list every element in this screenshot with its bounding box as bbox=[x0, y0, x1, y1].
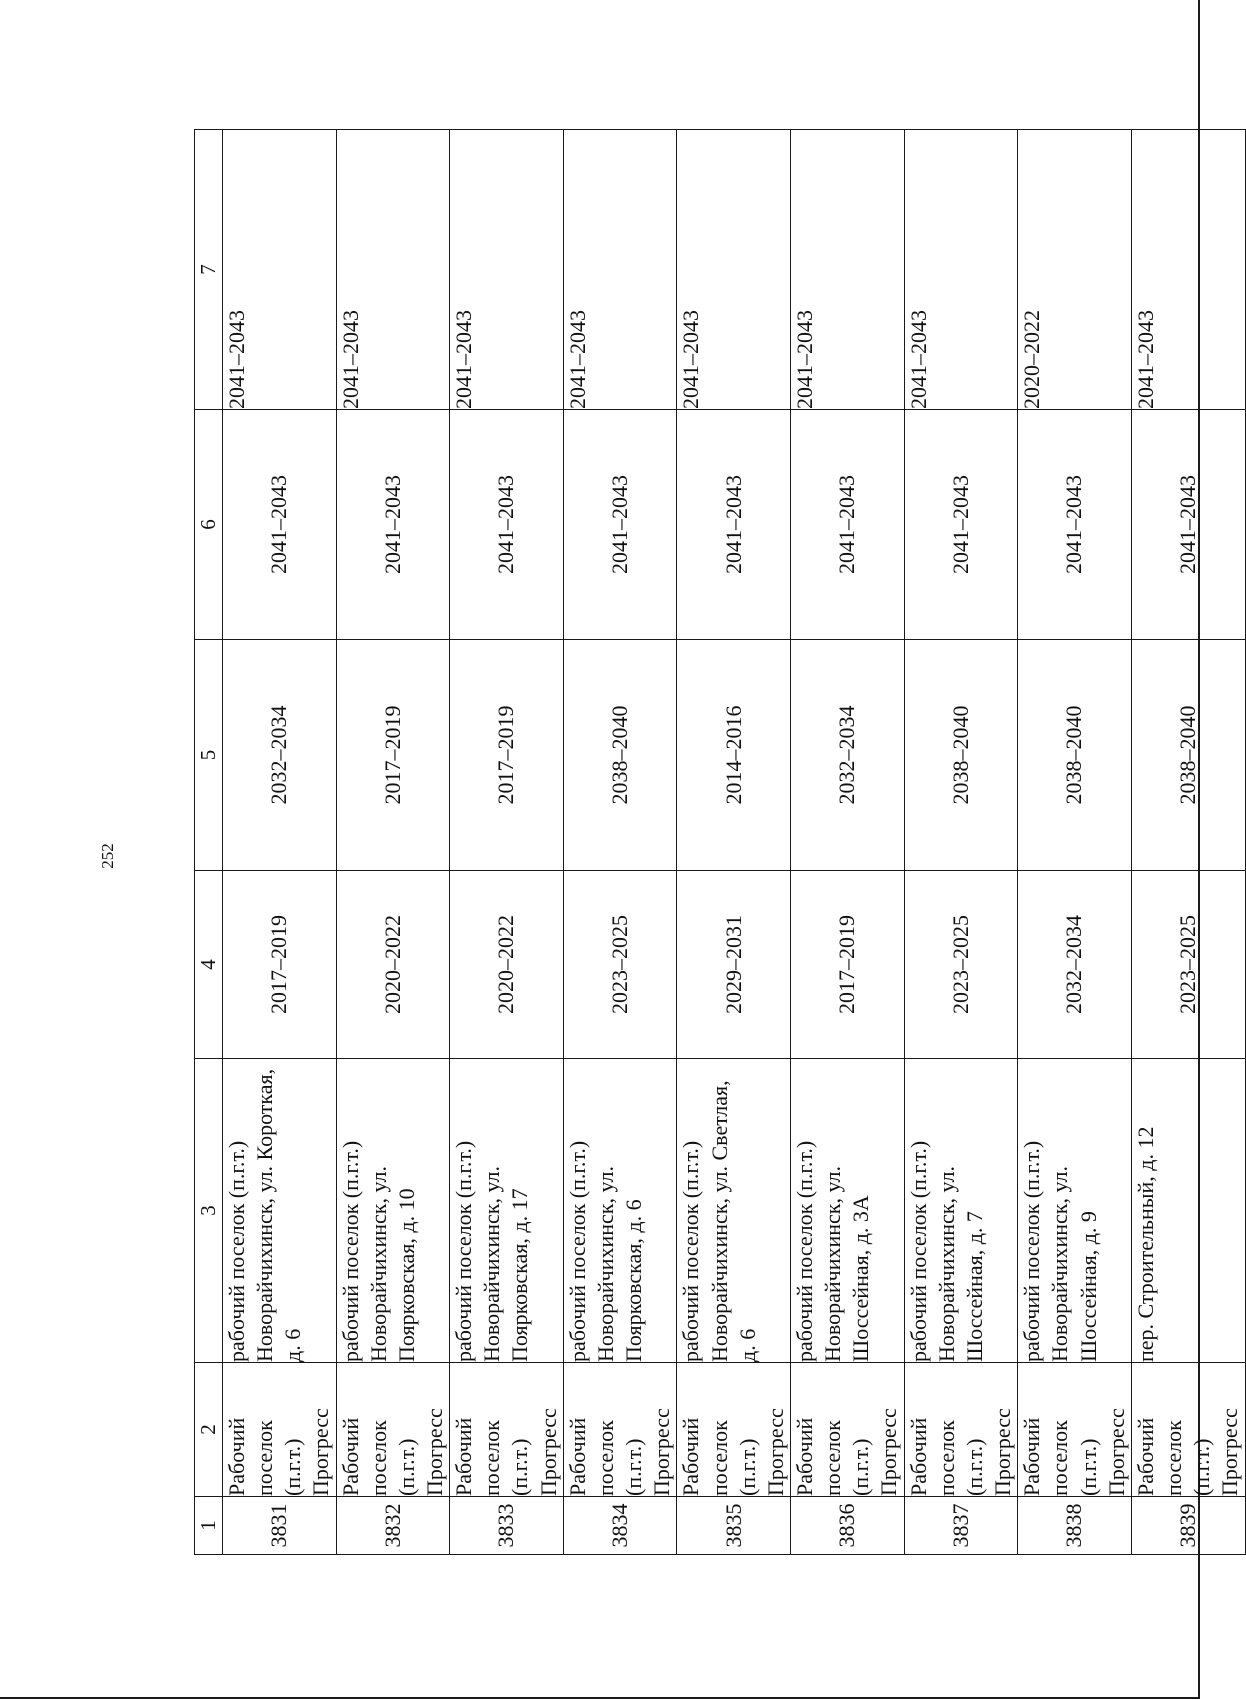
settlement-cell: Рабочий поселок (п.г.т.) Прогресс bbox=[904, 1363, 1018, 1497]
period-col6-cell: 2041–2043 bbox=[563, 410, 677, 640]
row-number-cell: 3836 bbox=[791, 1497, 905, 1555]
table-row bbox=[336, 130, 450, 1555]
settlement-cell: Рабочий поселок (п.г.т.) Прогресс bbox=[791, 1363, 905, 1497]
period-col7-cell: 2020–2022 bbox=[1018, 130, 1132, 410]
period-col4-cell: 2032–2034 bbox=[1018, 871, 1132, 1059]
period-col7-cell: 2041–2043 bbox=[563, 130, 677, 410]
address-cell: рабочий поселок (п.г.т.) Новорайчихинск, ул. Шоссейная, д. 7 bbox=[904, 1059, 1018, 1363]
period-col6-cell: 2041–2043 bbox=[791, 410, 905, 640]
period-col5-cell: 2017–2019 bbox=[336, 640, 450, 871]
period-col6-cell: 2041–2043 bbox=[336, 410, 450, 640]
address-cell: рабочий поселок (п.г.т.) Новорайчихинск, ул. Короткая, д. 6 bbox=[222, 1059, 336, 1363]
period-col4-cell: 2017–2019 bbox=[222, 871, 336, 1059]
address-cell: рабочий поселок (п.г.т.) Новорайчихинск, ул. Шоссейная, д. 9 bbox=[1018, 1059, 1132, 1363]
period-col5-cell: 2038–2040 bbox=[904, 640, 1018, 871]
period-col4-cell: 2029–2031 bbox=[677, 871, 791, 1059]
housing-register-table bbox=[194, 129, 1246, 1555]
period-col5-cell: 2032–2034 bbox=[791, 640, 905, 871]
period-col6-cell: 2041–2043 bbox=[904, 410, 1018, 640]
settlement-cell: Рабочий поселок (п.г.т.) Прогресс bbox=[450, 1363, 564, 1497]
column-header: 2 bbox=[195, 1363, 223, 1497]
period-col6-cell: 2041–2043 bbox=[677, 410, 791, 640]
period-col5-cell: 2038–2040 bbox=[1018, 640, 1132, 871]
address-cell: рабочий поселок (п.г.т.) Новорайчихинск, ул. Поярковская, д. 10 bbox=[336, 1059, 450, 1363]
period-col4-cell: 2020–2022 bbox=[336, 871, 450, 1059]
period-col7-cell: 2041–2043 bbox=[904, 130, 1018, 410]
row-number-cell: 3832 bbox=[336, 1497, 450, 1555]
period-col5-cell: 2032–2034 bbox=[222, 640, 336, 871]
column-header: 5 bbox=[195, 640, 223, 871]
period-col6-cell: 2041–2043 bbox=[222, 410, 336, 640]
period-col6-cell: 2041–2043 bbox=[450, 410, 564, 640]
period-col7-cell: 2041–2043 bbox=[677, 130, 791, 410]
table-body bbox=[222, 130, 1245, 1555]
row-number-cell: 3833 bbox=[450, 1497, 564, 1555]
table-row bbox=[563, 130, 677, 1555]
period-col6-cell: 2041–2043 bbox=[1018, 410, 1132, 640]
address-cell: рабочий поселок (п.г.т.) Новорайчихинск, ул. Поярковская, д. 17 bbox=[450, 1059, 564, 1363]
period-col6-cell: 2041–2043 bbox=[1131, 410, 1245, 640]
period-col7-cell: 2041–2043 bbox=[336, 130, 450, 410]
column-header: 6 bbox=[195, 410, 223, 640]
column-header: 7 bbox=[195, 130, 223, 410]
period-col7-cell: 2041–2043 bbox=[1131, 130, 1245, 410]
settlement-cell: Рабочий поселок (п.г.т.) Прогресс bbox=[1018, 1363, 1132, 1497]
table-row bbox=[677, 130, 791, 1555]
row-number-cell: 3837 bbox=[904, 1497, 1018, 1555]
settlement-cell: Рабочий поселок (п.г.т.) Прогресс bbox=[563, 1363, 677, 1497]
table-row bbox=[904, 130, 1018, 1555]
period-col5-cell: 2038–2040 bbox=[563, 640, 677, 871]
period-col7-cell: 2041–2043 bbox=[791, 130, 905, 410]
period-col5-cell: 2038–2040 bbox=[1131, 640, 1245, 871]
period-col4-cell: 2020–2022 bbox=[450, 871, 564, 1059]
table-row bbox=[791, 130, 905, 1555]
period-col7-cell: 2041–2043 bbox=[222, 130, 336, 410]
row-number-cell: 3838 bbox=[1018, 1497, 1132, 1555]
settlement-cell: Рабочий поселок (п.г.т.) Прогресс bbox=[677, 1363, 791, 1497]
rotated-table-wrapper bbox=[194, 130, 1243, 1555]
column-number-row bbox=[195, 130, 223, 1555]
period-col5-cell: 2017–2019 bbox=[450, 640, 564, 871]
row-number-cell: 3834 bbox=[563, 1497, 677, 1555]
address-cell: пер. Строительный, д. 12 bbox=[1131, 1059, 1245, 1363]
settlement-cell: Рабочий поселок (п.г.т.) Прогресс bbox=[336, 1363, 450, 1497]
period-col4-cell: 2023–2025 bbox=[563, 871, 677, 1059]
row-number-cell: 3831 bbox=[222, 1497, 336, 1555]
address-cell: рабочий поселок (п.г.т.) Новорайчихинск, ул. Шоссейная, д. 3А bbox=[791, 1059, 905, 1363]
settlement-cell: Рабочий поселок (п.г.т.) Прогресс bbox=[1131, 1363, 1245, 1497]
table-row bbox=[450, 130, 564, 1555]
period-col4-cell: 2023–2025 bbox=[1131, 871, 1245, 1059]
row-number-cell: 3839 bbox=[1131, 1497, 1245, 1555]
table-row bbox=[1018, 130, 1132, 1555]
period-col4-cell: 2023–2025 bbox=[904, 871, 1018, 1059]
page-number: 252 bbox=[98, 843, 117, 869]
column-header: 3 bbox=[195, 1059, 223, 1363]
column-header: 1 bbox=[195, 1497, 223, 1555]
table-row bbox=[1131, 130, 1245, 1555]
table-row bbox=[222, 130, 336, 1555]
row-number-cell: 3835 bbox=[677, 1497, 791, 1555]
period-col4-cell: 2017–2019 bbox=[791, 871, 905, 1059]
address-cell: рабочий поселок (п.г.т.) Новорайчихинск, ул. Светлая, д. 6 bbox=[677, 1059, 791, 1363]
period-col5-cell: 2014–2016 bbox=[677, 640, 791, 871]
column-header: 4 bbox=[195, 871, 223, 1059]
period-col7-cell: 2041–2043 bbox=[450, 130, 564, 410]
settlement-cell: Рабочий поселок (п.г.т.) Прогресс bbox=[222, 1363, 336, 1497]
address-cell: рабочий поселок (п.г.т.) Новорайчихинск, ул. Поярковская, д. 6 bbox=[563, 1059, 677, 1363]
